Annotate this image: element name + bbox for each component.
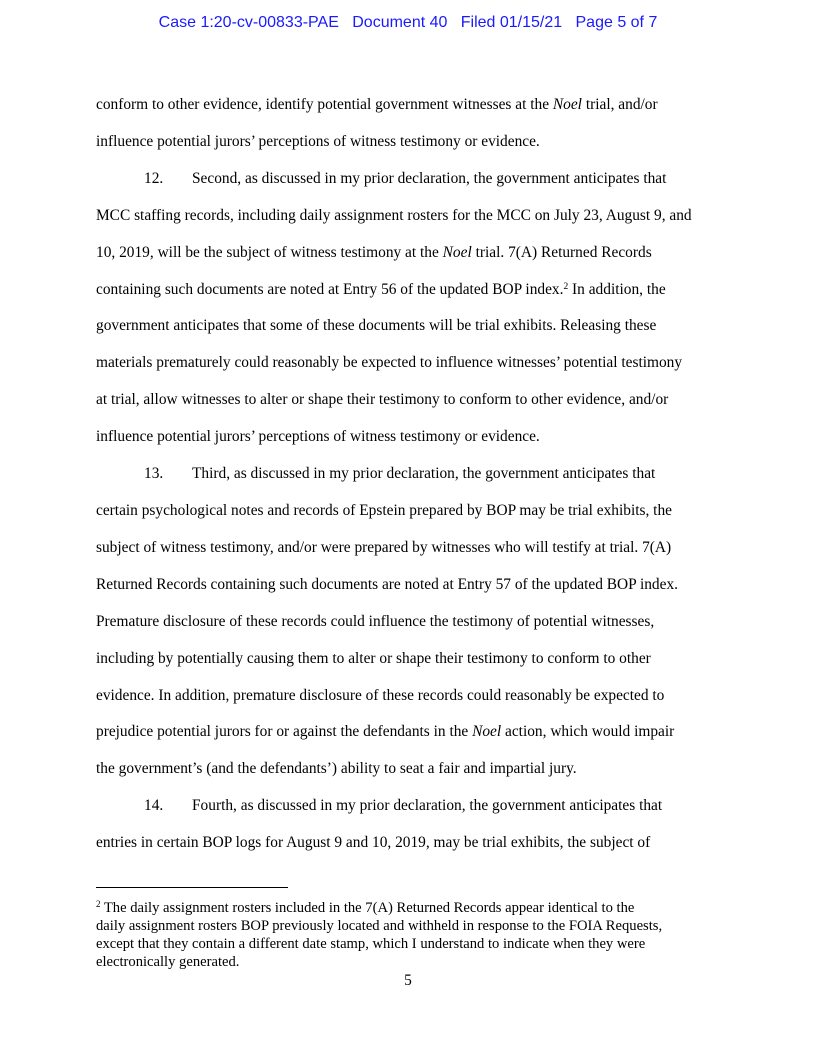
text-line: including by potentially causing them to alter or shape their testimony to conform to other (96, 649, 651, 667)
text-line: MCC staffing records, including daily assignment rosters for the MCC on July 23, August 9, and (96, 206, 692, 224)
paragraph-13-first-line: 13. Third, as discussed in my prior declaration, the government anticipates that (96, 456, 720, 493)
text-line: at trial, allow witnesses to alter or shape their testimony to conform to other evidence, and/or (96, 391, 669, 409)
case-name-italic: Noel (552, 96, 582, 113)
text-line: certain psychological notes and records of Epstein prepared by BOP may be trial exhibits, the (96, 501, 672, 519)
text-line: the government’s (and the defendants’) ability to seat a fair and impartial jury. (96, 760, 577, 778)
footnote-line: except that they contain a different date stamp, which I understand to indicate when they were (96, 936, 646, 952)
paragraph-number: 14. (144, 797, 164, 815)
paragraph-14-first-line: 14. Fourth, as discussed in my prior declaration, the government anticipates that (96, 788, 720, 825)
document-number: Document 40 (352, 14, 448, 31)
page-count: Page 5 of 7 (575, 14, 658, 31)
text-line: containing such documents are noted at Entry 56 of the updated BOP index.$^2$ In addition, the (96, 280, 666, 298)
footnote (96, 899, 726, 971)
court-filing-header (0, 14, 816, 32)
text-line: government anticipates that some of these documents will be trial exhibits. Releasing these (96, 317, 657, 335)
text-line: evidence. In addition, premature disclosure of these records could reasonably be expected to (96, 686, 665, 704)
text-line: 10, 2019, will be the subject of witness testimony at the Noel trial. 7(A) Returned Records (96, 243, 652, 261)
footnote-marker: 2 (96, 899, 101, 909)
paragraph-12-first-line: 12. Second, as discussed in my prior declaration, the government anticipates that (96, 161, 720, 198)
text-line: conform to other evidence, identify potential government witnesses at the Noel trial, and/or (96, 96, 658, 113)
body-text (96, 87, 720, 862)
text-line: influence potential jurors’ perceptions of witness testimony or evidence. (96, 132, 540, 150)
text-line: subject of witness testimony, and/or were prepared by witnesses who will testify at trial. 7(A) (96, 538, 672, 556)
text-line: influence potential jurors’ perceptions of witness testimony or evidence. (96, 428, 540, 446)
footnote-line: electronically generated. (96, 954, 240, 970)
footnote-line: daily assignment rosters BOP previously located and withheld in response to the FOIA Requests, (96, 918, 663, 934)
footnote-line: $^2$ The daily assignment rosters included in the 7(A) Returned Records appear identical to the (96, 899, 635, 916)
text-line: Premature disclosure of these records could influence the testimony of potential witnesses, (96, 612, 655, 630)
case-name-italic: Noel (442, 243, 472, 261)
case-name-italic: Noel (472, 723, 502, 741)
paragraph-number: 13. (144, 465, 164, 483)
paragraph-number: 12. (144, 169, 164, 187)
text-line: Returned Records containing such documents are noted at Entry 57 of the updated BOP index. (96, 575, 678, 593)
filed-date: Filed 01/15/21 (460, 14, 563, 31)
text-line: prejudice potential jurors for or against the defendants in the Noel action, which would impair (96, 723, 675, 741)
case-number: Case 1:20-cv-00833-PAE (158, 14, 339, 31)
footnote-reference: 2 (563, 281, 569, 292)
page-number: 5 (404, 972, 412, 989)
footnote-divider (96, 887, 288, 888)
text-line: materials prematurely could reasonably be expected to influence witnesses’ potential testimony (96, 354, 683, 372)
text-line: entries in certain BOP logs for August 9 and 10, 2019, may be trial exhibits, the subject of (96, 834, 651, 852)
